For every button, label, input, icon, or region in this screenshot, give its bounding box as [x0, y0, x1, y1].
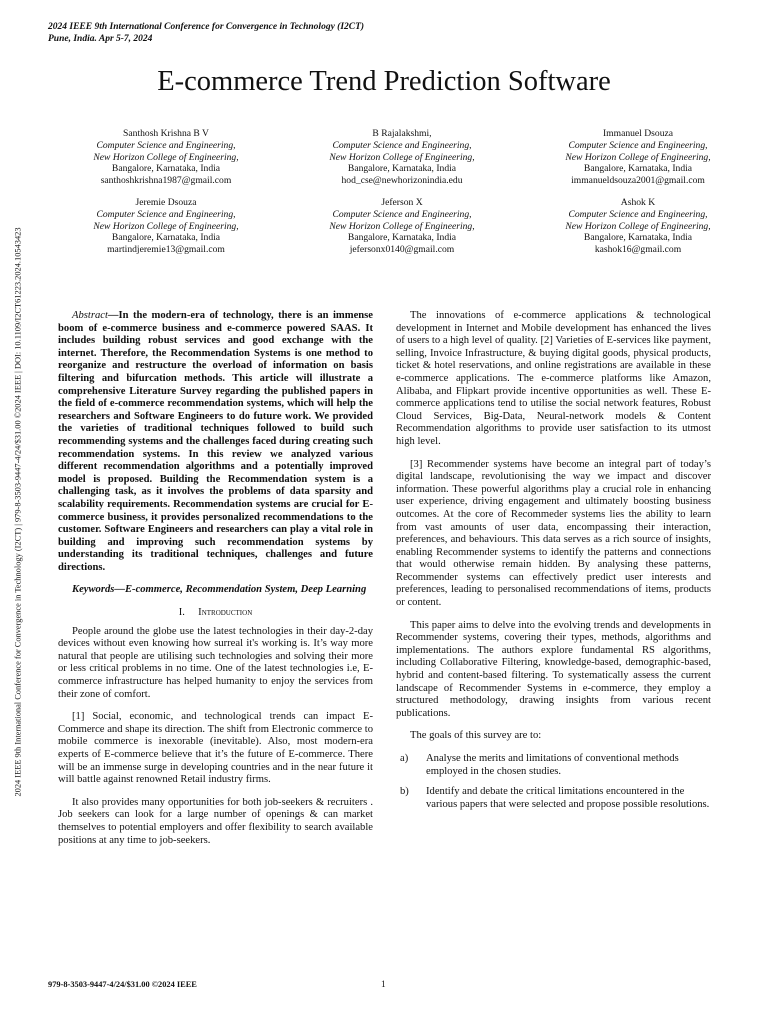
author-card: [520, 197, 756, 256]
author-department: Computer Science and Engineering,: [96, 139, 236, 151]
conference-header: [48, 21, 364, 45]
conference-name: 2024 IEEE 9th International Conference for Convergence in Technology (I2CT): [48, 22, 365, 32]
author-city: Bangalore, Karnataka, India: [347, 232, 457, 244]
body-paragraph: People around the globe use the latest technologies in their day-2-day devices without even knowing how surreal it's working is. It’s way more natural that people are utilising such technologies and solving their more or less critical problems in no time. One of the latest technologies i.e, E-commerce infrastructure has helped humanity to enjoy the services from their zone of comfort.: [58, 625, 373, 700]
author-department: Computer Science and Engineering,: [332, 208, 472, 220]
author-college: New Horizon College of Engineering,: [329, 220, 475, 232]
keywords: Keywords—E-commerce, Recommendation System, Deep Learning: [72, 584, 367, 596]
author-department: Computer Science and Engineering,: [332, 139, 472, 151]
author-email: santhoshkrishna1987@gmail.com: [100, 175, 232, 187]
author-card: [520, 128, 756, 187]
author-college: New Horizon College of Engineering,: [565, 220, 711, 232]
paper-title: E-commerce Trend Prediction Software: [157, 66, 611, 97]
author-name: Jeferson X: [381, 196, 423, 208]
author-card: [284, 197, 520, 256]
doi-sidebar-text: 2024 IEEE 9th International Conference for Convergence in Technology (I2CT) | 979-8-3503-9447-4/24/$31.00 ©2024 IEEE | DOI: 10.1109/I2CT61223.2024.10543423: [13, 227, 23, 797]
author-city: Bangalore, Karnataka, India: [583, 232, 693, 244]
author-email: immanueldsouza2001@gmail.com: [571, 175, 705, 187]
section-title: Introduction: [198, 607, 253, 619]
author-block: [48, 128, 756, 256]
abstract-text: In the modern-era of technology, there is an immense boom of e-commerce business and e-commerce powered SAAS. It includes building robust services and good exchange with the internet. Therefore, the Recommendation Systems is one method to reorganize and restructure the overload of information on basis filtering and bifurcation methods. This article will illustrate a comprehensive Literature Survey regarding the published papers in the field of e-commerce recommendation systems, which will help the researchers and Software Engineers to do future work. We provided the varieties of traditional techniques followed to build such recommending systems and the challenges faced during creating such recommendation systems. In this review we analyzed various different recommendation algorithms and a potentially improved model is proposed. Building the Recommendation system is a challenging task, as it involves the problems of data sparsity and scalability requirements. Recommendation systems are crucial for E-commerce business, it provides personalized recommendations to the customer. Software Engineers and researchers can play a vital role in building and improving such recommendation systems by understanding its traditional techniques, challenges and future directions.: [58, 310, 373, 573]
goals-list: [396, 753, 711, 811]
author-name: Ashok K: [620, 196, 656, 208]
author-city: Bangalore, Karnataka, India: [111, 163, 221, 175]
list-item-label: a): [400, 753, 409, 764]
list-item: [396, 753, 711, 778]
author-email: kashok16@gmail.com: [594, 244, 682, 256]
abstract-label: Abstract: [72, 310, 108, 321]
author-card: [48, 128, 284, 187]
author-department: Computer Science and Engineering,: [568, 139, 708, 151]
author-college: New Horizon College of Engineering,: [329, 151, 475, 163]
author-email: martindjeremie13@gmail.com: [107, 244, 225, 256]
author-name: Jeremie Dsouza: [135, 196, 197, 208]
body-paragraph: The innovations of e-commerce applications & technological development in Internet and Mobile development has enhanced the lives of users to a high level of quality. [2] Varieties of E-services like payment, selling, Invoice Infrastructure, & buying digital goods, physical products, ticket & hotel reservations, and online registrations are available in these e-commerce applications. The e-commerce platforms like Amazon, Alibaba, and Flipkart provide incentive opportunities as well. These E-commerce applications tend to utilise the social network features, Robust Cloud Services, Big-Data, Neural-network models & Content Recommendation algorithms to provide user satisfaction to its utmost high level.: [396, 310, 711, 447]
author-name: B Rajalakshmi,: [372, 128, 432, 139]
author-email: hod_cse@newhorizonindia.edu: [341, 175, 463, 187]
author-city: Bangalore, Karnataka, India: [583, 163, 693, 175]
author-name: Santhosh Krishna B V: [123, 128, 209, 139]
copyright-footer: 979-8-3503-9447-4/24/$31.00 ©2024 IEEE: [48, 980, 197, 989]
list-item: [396, 786, 711, 811]
body-paragraph: It also provides many opportunities for both job-seekers & recruiters . Job seekers can look for a large number of openings & can market themselves to potential employers and offer flexibility to search available positions at any time to job-seekers.: [58, 796, 373, 846]
author-college: New Horizon College of Engineering,: [93, 220, 239, 232]
author-city: Bangalore, Karnataka, India: [347, 163, 457, 175]
body-paragraph: The goals of this survey are to:: [410, 730, 542, 742]
abstract-dash: —: [107, 310, 119, 321]
section-number: I.: [178, 607, 185, 619]
page-number: 1: [381, 980, 386, 990]
author-city: Bangalore, Karnataka, India: [111, 232, 221, 244]
body-paragraph: [1] Social, economic, and technological trends can impact E-Commerce and shape its direction. The shift from Electronic commerce to mobile commerce is inexorable (inevitable). Also, most modern-era experts of E-commerce believe that it’s the future of E-commerce. There will be an immense surge in developing countries and in the near future it will battle against renowned Retail industry firms.: [58, 711, 373, 786]
author-college: New Horizon College of Engineering,: [93, 151, 239, 163]
author-college: New Horizon College of Engineering,: [565, 151, 711, 163]
list-item-label: b): [400, 786, 409, 798]
list-item-text: Analyse the merits and limitations of conventional methods employed in the chosen studies.: [426, 753, 679, 777]
author-card: [48, 197, 284, 256]
author-department: Computer Science and Engineering,: [568, 208, 708, 220]
author-department: Computer Science and Engineering,: [96, 208, 236, 220]
author-email: jefersonx0140@gmail.com: [349, 244, 455, 256]
author-card: [284, 128, 520, 187]
body-paragraph: [3] Recommender systems have become an integral part of today’s digital landscape, revolutionising the way we impact and discover information. These powerful algorithms play a crucial role in enhancing user experience, driving engagement and ultimately boosting business outcomes. At the core of Recommeder systems lies the ability to learn from vast amounts of user data, encompassing their interaction, preferences, and behaviours. This data serves as a rich source of insights, enabling Recommender systems to identify the patterns and connections that would otherwise remain hidden. By analysing these patterns, Recommender systems can effectively predict user interests and preferences, leading to personalised recommendations of items, products or content.: [396, 458, 711, 609]
body-paragraph: This paper aims to delve into the evolving trends and developments in Recommender systems, covering their types, methods, algorithms and implementations. The authors explore fundamental RS algorithms, including Collaborative Filtering, knowledge-based, demographic-based, hybrid and content-based filtering. To systematically assess the current landscape of Recommender Systems in e-commerce, they employ a structured methodology, drawing insights from various recent publications.: [396, 619, 711, 719]
left-column: [58, 310, 373, 857]
list-item-text: Identify and debate the critical limitations encountered in the various papers that were selected and propose possible resolutions.: [426, 786, 710, 810]
doi-sidebar: [11, 180, 25, 844]
author-name: Immanuel Dsouza: [602, 128, 674, 139]
abstract: [58, 310, 373, 574]
right-column: [396, 310, 711, 819]
conference-location: Pune, India. Apr 5-7, 2024: [48, 34, 153, 44]
section-heading: [58, 607, 373, 620]
